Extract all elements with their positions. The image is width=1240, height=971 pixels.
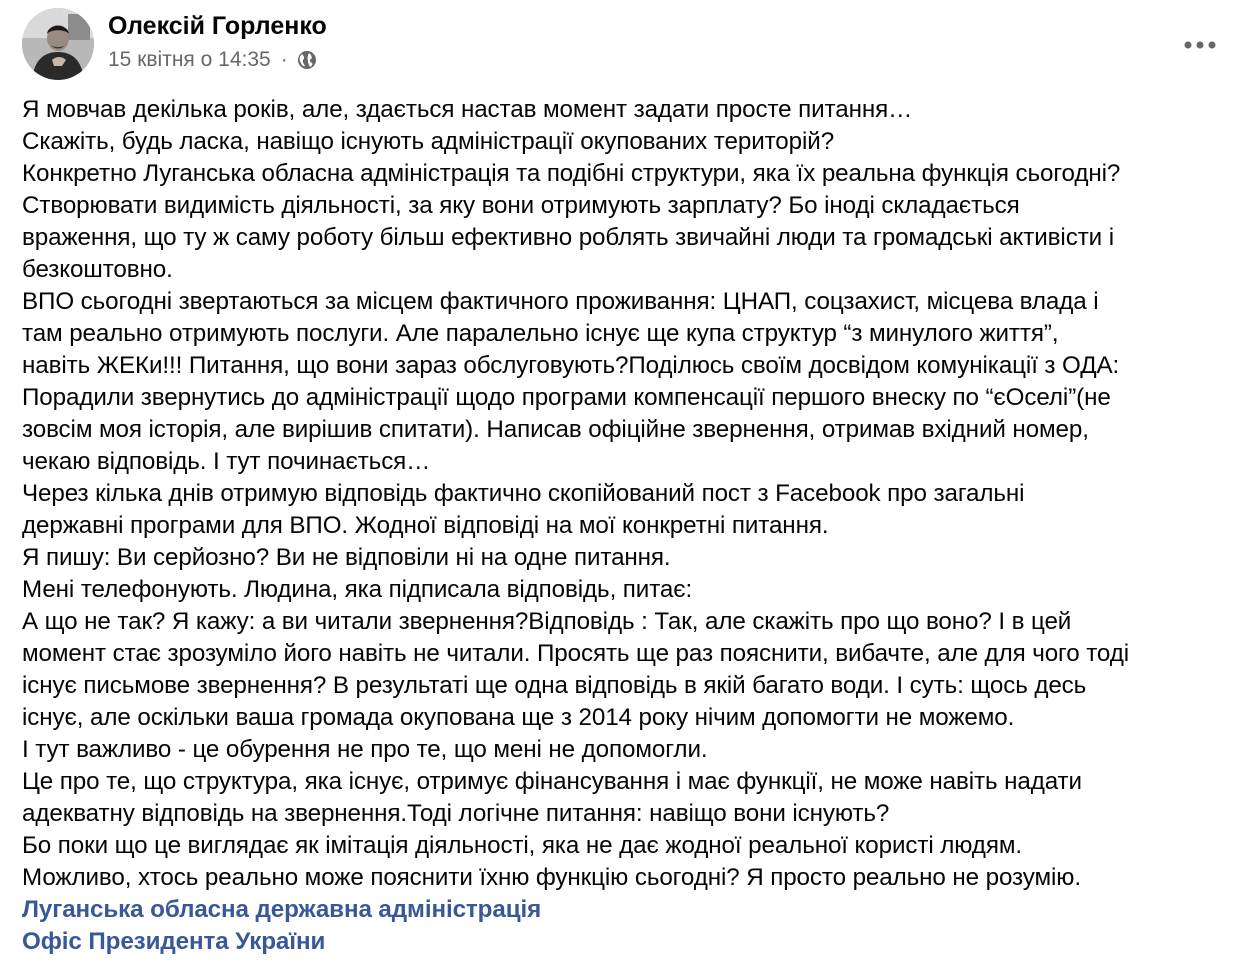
post-text-line: навіть ЖЕКи!!! Питання, що вони зараз обслуговують?Поділюсь своїм досвідом комунікації з ОДА: (22, 352, 1120, 379)
author-name[interactable]: Олексій Горленко (108, 12, 327, 40)
post-text-line: А що не так? Я кажу: а ви читали звернення?Відповідь : Так, але скажіть про що воно? І в цей (22, 608, 1072, 635)
post-body (22, 94, 1227, 958)
post-timestamp[interactable]: 15 квітня о 14:35 (108, 48, 271, 71)
post-text-line: державні програми для ВПО. Жодної відповіді на мої конкретні питання. (22, 512, 829, 539)
globe-icon[interactable] (296, 49, 318, 71)
post-text-line: Бо поки що це виглядає як імітація діяльності, яка не дає жодної реальної користі людям. (22, 832, 1022, 859)
meta-separator: · (280, 48, 288, 71)
post-text-line: зовсім моя історія, але вирішив спитати). Написав офіційне звернення, отримав вхідний номер, (22, 416, 1089, 443)
post-header (22, 8, 1222, 88)
post-text-line: Створювати видимість діяльності, за яку вони отримують зарплату? Бо іноді складається (22, 192, 1020, 219)
post-text-line: враження, що ту ж саму роботу більш ефективно роблять звичайні люди та громадські активісти і (22, 224, 1114, 251)
avatar-image (22, 8, 94, 80)
tag-link-luhansk-administration[interactable]: Луганська обласна державна адміністрація (22, 896, 542, 923)
post-text-line: Скажіть, будь ласка, навіщо існують адміністрації окупованих територій? (22, 128, 835, 155)
post-meta (108, 48, 318, 72)
post-text-line: Можливо, хтось реально може пояснити їхню функцію сьогодні? Я просто реально не розумію. (22, 864, 1081, 891)
author-avatar[interactable] (22, 8, 94, 80)
post-text-line: Порадили звернутись до адміністрації щодо програми компенсації першого внеску по “єОселі”(не (22, 384, 1111, 411)
more-options-icon[interactable] (1178, 30, 1222, 60)
post-text-line: Через кілька днів отримую відповідь фактично скопійований пост з Facebook про загальні (22, 480, 1025, 507)
post-text-line: там реально отримують послуги. Але паралельно існує ще купа структур “з минулого життя”, (22, 320, 1059, 347)
post-text-line: Я мовчав декілька років, але, здається настав момент задати просте питання… (22, 96, 913, 123)
tag-link-president-office[interactable]: Офіс Президента України (22, 928, 326, 955)
post-text-line: існує, але оскільки ваша громада окупована ще з 2014 року нічим допомогти не можемо. (22, 704, 1015, 731)
post-text-line: адекватну відповідь на звернення.Тоді логічне питання: навіщо вони існують? (22, 800, 890, 827)
post-text-line: ВПО сьогодні звертаються за місцем фактичного проживання: ЦНАП, соцзахист, місцева влада і (22, 288, 1099, 315)
post-text-line: Конкретно Луганська обласна адміністрація та подібні структури, яка їх реальна функція сьогодні? (22, 160, 1121, 187)
post-text-line: безкоштовно. (22, 256, 173, 283)
post-text-line: Мені телефонують. Людина, яка підписала відповідь, питає: (22, 576, 693, 603)
post-tag-line (22, 926, 1227, 958)
post-text-line: І тут важливо - це обурення не про те, що мені не допомогли. (22, 736, 708, 763)
post-text-line: чекаю відповідь. І тут починається… (22, 448, 431, 475)
post-text-line: момент стає зрозуміло його навіть не читали. Просять ще раз пояснити, вибачте, але для чого тоді (22, 640, 1130, 667)
post-text-line: існує письмове звернення? В результаті ще одна відповідь в якій багато води. І суть: щось десь (22, 672, 1087, 699)
post-tag-line (22, 894, 1227, 926)
post-text-line: Це про те, що структура, яка існує, отримує фінансування і має функції, не може навіть надати (22, 768, 1082, 795)
post-text-line: Я пишу: Ви серйозно? Ви не відповіли ні на одне питання. (22, 544, 671, 571)
